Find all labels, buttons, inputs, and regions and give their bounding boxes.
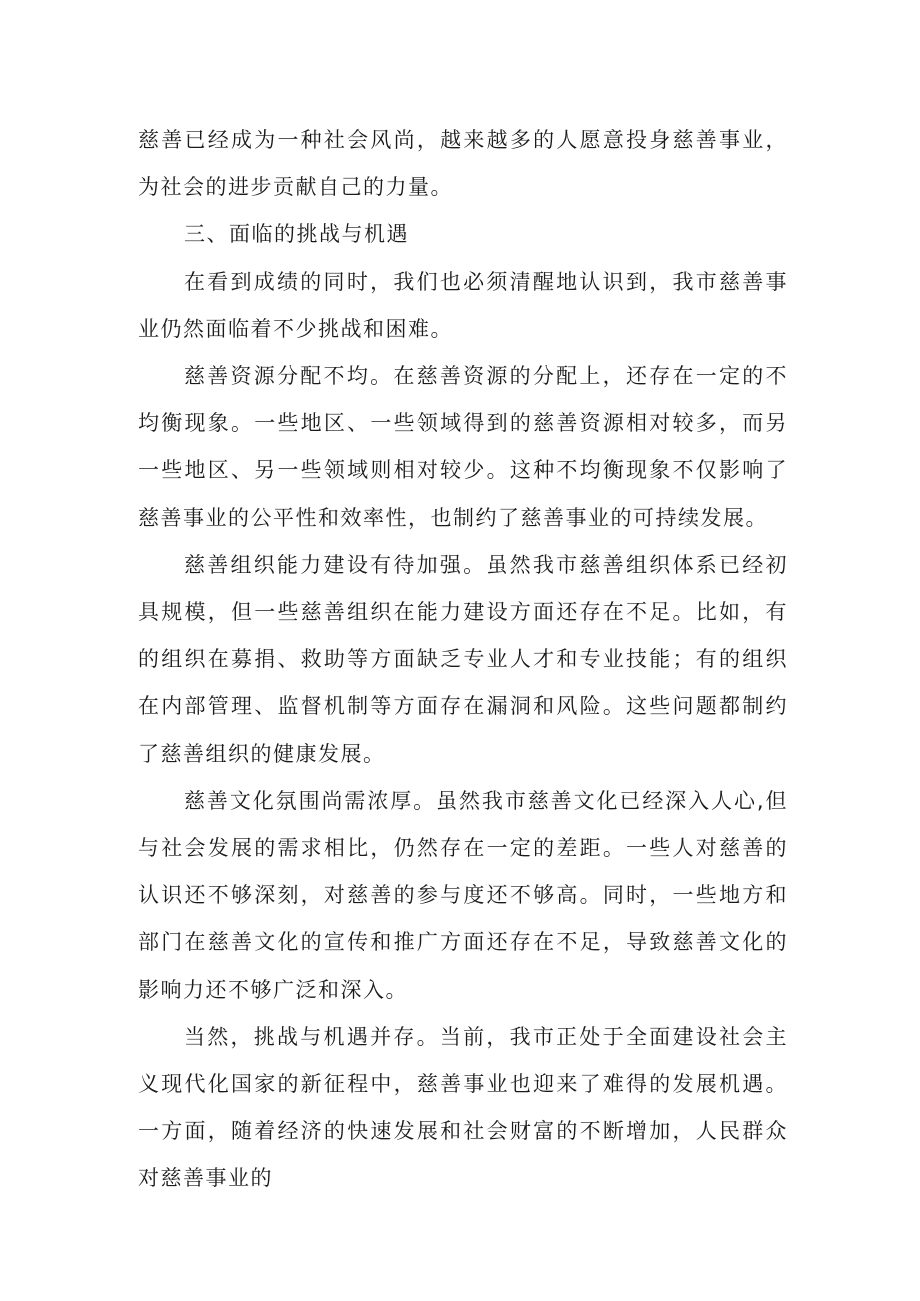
paragraph-resource-allocation: 慈善资源分配不均。在慈善资源的分配上，还存在一定的不均衡现象。一些地区、一些领域得到的慈善资源相对较多，而另一些地区、另一些领域则相对较少。这种不均衡现象不仅影响了慈善事业的公平性和效率性，也制约了慈善事业的可持续发展。 [138,364,788,530]
paragraph-charity-culture: 慈善文化氛围尚需浓厚。虽然我市慈善文化已经深入人心,但与社会发展的需求相比，仍然存在一定的差距。一些人对慈善的认识还不够深刻，对慈善的参与度还不够高。同时，一些地方和部门在慈善文化的宣传和推广方面还存在不足，导致慈善文化的影响力还不够广泛和深入。 [138,788,788,1002]
document-body [138,117,788,1203]
paragraph-continuation: 慈善已经成为一种社会风尚，越来越多的人愿意投身慈善事业，为社会的进步贡献自己的力量。 [138,128,788,200]
section-heading: 三、面临的挑战与机遇 [184,222,409,247]
paragraph-intro: 在看到成绩的同时，我们也必须清醒地认识到，我市慈善事业仍然面临着不少挑战和困难。 [138,269,788,341]
paragraph-organization-capacity: 慈善组织能力建设有待加强。虽然我市慈善组织体系已经初具规模，但一些慈善组织在能力建设方面还存在不足。比如，有的组织在募捐、救助等方面缺乏专业人才和专业技能；有的组织在内部管理、监督机制等方面存在漏洞和风险。这些问题都制约了慈善组织的健康发展。 [138,552,788,766]
paragraph-opportunities: 当然，挑战与机遇并存。当前，我市正处于全面建设社会主义现代化国家的新征程中，慈善事业也迎来了难得的发展机遇。一方面，随着经济的快速发展和社会财富的不断增加，人民群众对慈善事业的 [138,1024,788,1191]
